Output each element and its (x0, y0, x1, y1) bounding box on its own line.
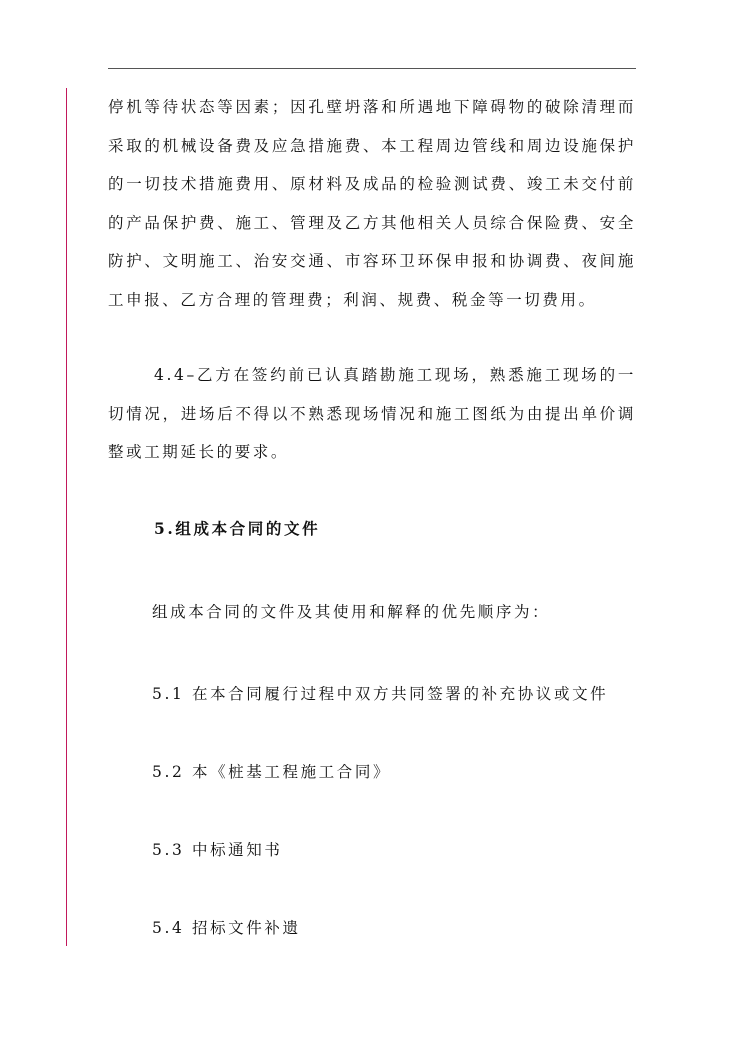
list-item: 5.1 在本合同履行过程中双方共同签署的补充协议或文件 (152, 685, 609, 703)
list-item: 5.3 中标通知书 (152, 841, 283, 859)
section-5-intro: 组成本合同的文件及其使用和解释的优先顺序为： (152, 603, 551, 621)
list-item: 5.2 本《桩基工程施工合同》 (152, 763, 392, 781)
paragraph-continued: 停机等待状态等因素；因孔壁坍落和所遇地下障碍物的破除清理而采取的机械设备费及应急措施费、本工程周边管线和周边设施保护的一切技术措施费用、原材料及成品的检验测试费、竣工未交付前的产品保护费、施工、管理及乙方其他相关人员综合保险费、安全防护、文明施工、治安交通、市容环卫环保申报和协调费、夜间施工申报、乙方合理的管理费；利润、规费、税金等一切费用。 (108, 98, 636, 309)
margin-line (66, 88, 67, 946)
clause-4-4: 4.4–乙方在签约前已认真踏勘施工现场，熟悉施工现场的一切情况，进场后不得以不熟悉现场情况和施工图纸为由提出单价调整或工期延长的要求。 (108, 366, 636, 461)
document-body (108, 88, 636, 548)
section-5-heading: 5.组成本合同的文件 (154, 518, 321, 538)
list-item: 5.4 招标文件补遗 (152, 919, 301, 937)
header-rule (108, 68, 636, 69)
